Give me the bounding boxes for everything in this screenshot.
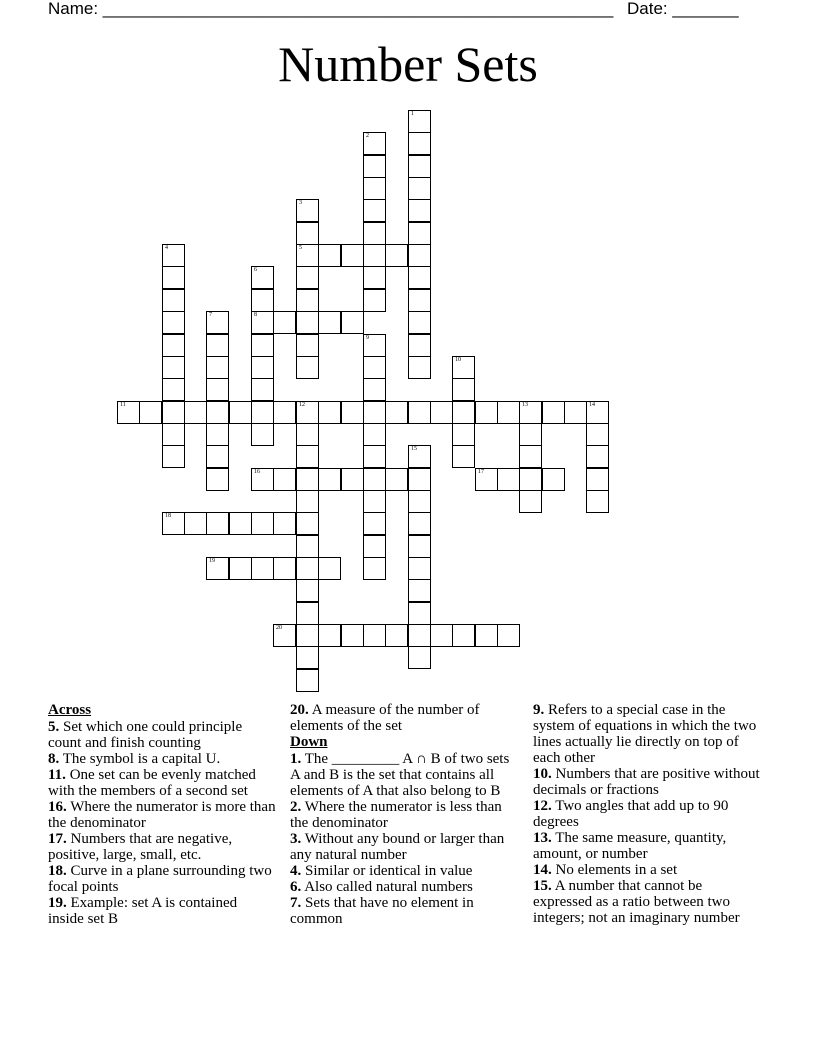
clue-number: 3	[299, 200, 302, 206]
crossword-cell[interactable]	[363, 423, 386, 446]
clue-number-label: 20.	[290, 702, 309, 718]
crossword-cell[interactable]	[206, 334, 229, 357]
clue-down-13	[533, 830, 765, 862]
down-heading: Down	[290, 734, 328, 750]
crossword-cell[interactable]	[296, 311, 319, 334]
crossword-cell[interactable]	[273, 624, 296, 647]
clue-down-12	[533, 798, 765, 830]
crossword-cell[interactable]	[117, 401, 140, 424]
clue-across-11	[48, 767, 276, 799]
crossword-cell[interactable]	[162, 266, 185, 289]
clue-number: 11	[120, 402, 126, 408]
clue-text: Sets that have no element in common	[290, 895, 474, 927]
crossword-cell[interactable]	[296, 646, 319, 669]
clue-number: 1	[411, 111, 414, 117]
clue-number: 16	[254, 469, 260, 475]
clue-number: 20	[276, 625, 282, 631]
crossword-cell[interactable]	[363, 266, 386, 289]
crossword-cell[interactable]	[251, 289, 274, 312]
crossword-cell[interactable]	[296, 557, 319, 580]
clue-text: The symbol is a capital U.	[62, 751, 221, 767]
crossword-cell[interactable]	[162, 512, 185, 535]
clue-text: A number that cannot be expressed as a ratio between two integers; not an imaginary number	[533, 878, 740, 926]
crossword-cell[interactable]	[475, 401, 498, 424]
crossword-cell[interactable]	[452, 445, 475, 468]
crossword-cell[interactable]	[251, 557, 274, 580]
crossword-cell[interactable]	[318, 401, 341, 424]
clue-number: 14	[589, 402, 595, 408]
crossword-cell[interactable]	[452, 356, 475, 379]
crossword-cell[interactable]	[408, 311, 431, 334]
crossword-cell[interactable]	[206, 401, 229, 424]
clue-number-label: 19.	[48, 895, 67, 911]
crossword-cell[interactable]	[363, 557, 386, 580]
crossword-cell[interactable]	[542, 401, 565, 424]
crossword-cell[interactable]	[341, 401, 364, 424]
crossword-cell[interactable]	[251, 334, 274, 357]
clue-number-label: 11.	[48, 767, 66, 783]
crossword-cell[interactable]	[296, 624, 319, 647]
clue-number-label: 13.	[533, 830, 552, 846]
crossword-cell[interactable]	[251, 423, 274, 446]
clue-number-label: 4.	[290, 863, 302, 879]
crossword-cell[interactable]	[408, 512, 431, 535]
clue-number: 10	[455, 357, 461, 363]
crossword-cell[interactable]	[318, 468, 341, 491]
clue-down-4	[290, 863, 522, 879]
crossword-cell[interactable]	[296, 490, 319, 513]
clue-number: 2	[366, 133, 369, 139]
clue-number: 5	[299, 245, 302, 251]
crossword-cell[interactable]	[296, 579, 319, 602]
crossword-cell[interactable]	[296, 222, 319, 245]
clue-down-10	[533, 766, 765, 798]
clue-number-label: 3.	[290, 831, 302, 847]
crossword-cell[interactable]	[408, 579, 431, 602]
crossword-cell[interactable]	[206, 378, 229, 401]
clue-down-3	[290, 831, 522, 863]
crossword-cell[interactable]	[408, 468, 431, 491]
clue-down-9	[533, 702, 765, 766]
clue-number: 17	[478, 469, 484, 475]
crossword-cell[interactable]	[296, 266, 319, 289]
crossword-cell[interactable]	[408, 602, 431, 625]
crossword-cell[interactable]	[341, 244, 364, 267]
clue-across-17	[48, 831, 276, 863]
crossword-cell[interactable]	[341, 468, 364, 491]
crossword-cell[interactable]	[296, 356, 319, 379]
crossword-cell[interactable]	[296, 512, 319, 535]
crossword-cell[interactable]	[251, 378, 274, 401]
crossword-cell[interactable]	[251, 512, 274, 535]
crossword-cell[interactable]	[408, 557, 431, 580]
crossword-cell[interactable]	[408, 244, 431, 267]
crossword-cell[interactable]	[206, 356, 229, 379]
crossword-cell[interactable]	[408, 624, 431, 647]
crossword-cell[interactable]	[452, 401, 475, 424]
clue-text: One set can be evenly matched with the members of a second set	[48, 767, 256, 799]
crossword-cell[interactable]	[385, 624, 408, 647]
crossword-cell[interactable]	[363, 155, 386, 178]
clue-text: Where the numerator is less than the denominator	[290, 799, 502, 831]
clue-column-1	[48, 702, 276, 927]
crossword-cell[interactable]	[363, 132, 386, 155]
crossword-cell[interactable]	[229, 401, 252, 424]
crossword-cell[interactable]	[206, 468, 229, 491]
clue-text: Two angles that add up to 90 degrees	[533, 798, 729, 830]
clue-down-6	[290, 879, 522, 895]
clue-number: 15	[411, 446, 417, 452]
crossword-cell[interactable]	[273, 557, 296, 580]
clue-text: No elements in a set	[555, 862, 678, 878]
crossword-cell[interactable]	[408, 401, 431, 424]
crossword-cell[interactable]	[408, 132, 431, 155]
crossword-cell[interactable]	[497, 401, 520, 424]
crossword-cell[interactable]	[318, 624, 341, 647]
clue-text: Numbers that are negative, positive, large, small, etc.	[48, 831, 233, 863]
date-field-label: Date: _______	[627, 0, 739, 18]
crossword-cell[interactable]	[408, 490, 431, 513]
crossword-cell[interactable]	[251, 468, 274, 491]
clue-text: The _________ A ∩ B of two sets A and B is the set that contains all elements of A that also belong to B	[290, 751, 510, 799]
crossword-cell[interactable]	[519, 401, 542, 424]
crossword-cell[interactable]	[586, 445, 609, 468]
clue-down-1	[290, 751, 522, 799]
crossword-cell[interactable]	[363, 177, 386, 200]
crossword-cell[interactable]	[251, 266, 274, 289]
crossword-cell[interactable]	[452, 423, 475, 446]
crossword-cell[interactable]	[430, 624, 453, 647]
crossword-cell[interactable]	[408, 535, 431, 558]
crossword-cell[interactable]	[408, 445, 431, 468]
crossword-cell[interactable]	[363, 378, 386, 401]
crossword-cell[interactable]	[341, 624, 364, 647]
clue-across-19	[48, 895, 276, 927]
crossword-cell[interactable]	[162, 445, 185, 468]
crossword-cell[interactable]	[318, 557, 341, 580]
crossword-cell[interactable]	[408, 334, 431, 357]
clue-number-label: 1.	[290, 751, 302, 767]
crossword-cell[interactable]	[296, 244, 319, 267]
crossword-cell[interactable]	[162, 423, 185, 446]
crossword-cell[interactable]	[296, 423, 319, 446]
crossword-cell[interactable]	[318, 244, 341, 267]
crossword-cell[interactable]	[229, 512, 252, 535]
crossword-cell[interactable]	[206, 557, 229, 580]
crossword-cell[interactable]	[363, 445, 386, 468]
crossword-cell[interactable]	[184, 512, 207, 535]
clue-down-14	[533, 862, 765, 878]
crossword-cell[interactable]	[363, 468, 386, 491]
crossword-cell[interactable]	[586, 490, 609, 513]
clue-number: 8	[254, 312, 257, 318]
crossword-cell[interactable]	[519, 423, 542, 446]
clue-text: Where the numerator is more than the denominator	[48, 799, 276, 831]
crossword-cell[interactable]	[363, 512, 386, 535]
crossword-cell[interactable]	[363, 535, 386, 558]
crossword-cell[interactable]	[363, 490, 386, 513]
clue-number: 13	[522, 402, 528, 408]
clue-across-18	[48, 863, 276, 895]
crossword-cell[interactable]	[363, 334, 386, 357]
crossword-cell[interactable]	[363, 356, 386, 379]
crossword-cell[interactable]	[586, 401, 609, 424]
crossword-cell[interactable]	[497, 468, 520, 491]
name-field-label: Name: ______________________________________________________	[48, 0, 614, 18]
crossword-cell[interactable]	[363, 624, 386, 647]
crossword-cell[interactable]	[519, 490, 542, 513]
crossword-cell[interactable]	[564, 401, 587, 424]
crossword-cell[interactable]	[296, 401, 319, 424]
crossword-cell[interactable]	[296, 468, 319, 491]
crossword-cell[interactable]	[408, 110, 431, 133]
page-title: Number Sets	[278, 36, 538, 92]
clue-number: 19	[209, 558, 215, 564]
crossword-cell[interactable]	[162, 334, 185, 357]
crossword-cell[interactable]	[408, 646, 431, 669]
crossword-cell[interactable]	[206, 311, 229, 334]
crossword-cell[interactable]	[206, 512, 229, 535]
crossword-cell[interactable]	[296, 199, 319, 222]
clue-number-label: 18.	[48, 863, 67, 879]
crossword-cell[interactable]	[273, 311, 296, 334]
crossword-cell[interactable]	[452, 624, 475, 647]
clue-down-15	[533, 878, 765, 926]
crossword-cell[interactable]	[296, 334, 319, 357]
clue-text: Refers to a special case in the system of equations in which the two lines actually lie directly on top of each other	[533, 702, 757, 766]
crossword-cell[interactable]	[363, 222, 386, 245]
clue-number: 9	[366, 335, 369, 341]
crossword-cell[interactable]	[519, 468, 542, 491]
crossword-cell[interactable]	[408, 266, 431, 289]
crossword-cell[interactable]	[139, 401, 162, 424]
crossword-cell[interactable]	[162, 311, 185, 334]
crossword-cell[interactable]	[206, 423, 229, 446]
clue-number-label: 14.	[533, 862, 552, 878]
crossword-cell[interactable]	[408, 356, 431, 379]
crossword-cell[interactable]	[251, 356, 274, 379]
clue-text: Example: set A is contained inside set B	[48, 895, 238, 927]
clue-number: 6	[254, 267, 257, 273]
crossword-cell[interactable]	[318, 311, 341, 334]
crossword-cell[interactable]	[296, 535, 319, 558]
clue-across-20	[290, 702, 522, 734]
clue-text: Without any bound or larger than any natural number	[290, 831, 505, 863]
crossword-cell[interactable]	[273, 468, 296, 491]
crossword-cell[interactable]	[363, 199, 386, 222]
crossword-cell[interactable]	[475, 624, 498, 647]
clue-down-7	[290, 895, 522, 927]
clue-number-label: 9.	[533, 702, 545, 718]
crossword-cell[interactable]	[162, 244, 185, 267]
clue-text: Numbers that are positive without decimals or fractions	[533, 766, 760, 798]
crossword-cell[interactable]	[251, 401, 274, 424]
clue-number: 18	[165, 513, 171, 519]
crossword-cell[interactable]	[296, 445, 319, 468]
crossword-cell[interactable]	[385, 244, 408, 267]
crossword-cell[interactable]	[162, 356, 185, 379]
crossword-cell[interactable]	[363, 401, 386, 424]
clue-number-label: 17.	[48, 831, 67, 847]
crossword-cell[interactable]	[430, 401, 453, 424]
crossword-cell[interactable]	[296, 289, 319, 312]
crossword-cell[interactable]	[251, 311, 274, 334]
clue-across-5	[48, 719, 276, 751]
crossword-cell[interactable]	[408, 155, 431, 178]
crossword-cell[interactable]	[408, 222, 431, 245]
crossword-cell[interactable]	[229, 557, 252, 580]
crossword-cell[interactable]	[475, 468, 498, 491]
crossword-cell[interactable]	[341, 311, 364, 334]
clue-across-16	[48, 799, 276, 831]
crossword-cell[interactable]	[408, 199, 431, 222]
clue-number-label: 12.	[533, 798, 552, 814]
clue-text: The same measure, quantity, amount, or number	[533, 830, 727, 862]
crossword-cell[interactable]	[408, 177, 431, 200]
clue-text: Similar or identical in value	[305, 863, 473, 879]
clue-number: 4	[165, 245, 168, 251]
clue-number-label: 7.	[290, 895, 302, 911]
crossword-cell[interactable]	[542, 468, 565, 491]
crossword-cell[interactable]	[497, 624, 520, 647]
clue-number-label: 8.	[48, 751, 60, 767]
crossword-cell[interactable]	[452, 378, 475, 401]
crossword-cell[interactable]	[408, 289, 431, 312]
crossword-cell[interactable]	[586, 423, 609, 446]
clue-text: Curve in a plane surrounding two focal points	[48, 863, 272, 895]
clue-down-2	[290, 799, 522, 831]
crossword-cell[interactable]	[296, 602, 319, 625]
crossword-cell[interactable]	[385, 468, 408, 491]
crossword-cell[interactable]	[363, 244, 386, 267]
clue-column-2	[290, 702, 522, 927]
clue-text: Set which one could principle count and finish counting	[48, 719, 243, 751]
crossword-cell[interactable]	[586, 468, 609, 491]
crossword-cell[interactable]	[519, 445, 542, 468]
clue-number-label: 10.	[533, 766, 552, 782]
clue-number-label: 15.	[533, 878, 552, 894]
crossword-cell[interactable]	[273, 512, 296, 535]
crossword-cell[interactable]	[162, 378, 185, 401]
crossword-cell[interactable]	[162, 289, 185, 312]
clue-column-3	[533, 702, 765, 926]
crossword-cell[interactable]	[273, 401, 296, 424]
clue-number: 12	[299, 402, 305, 408]
clue-number-label: 5.	[48, 719, 60, 735]
crossword-cell[interactable]	[162, 401, 185, 424]
crossword-cell[interactable]	[206, 445, 229, 468]
clue-number-label: 6.	[290, 879, 302, 895]
clue-across-8	[48, 751, 276, 767]
clue-number-label: 2.	[290, 799, 302, 815]
clue-text: Also called natural numbers	[304, 879, 473, 895]
crossword-cell[interactable]	[184, 401, 207, 424]
clue-number: 7	[209, 312, 212, 318]
crossword-cell[interactable]	[296, 669, 319, 692]
across-heading: Across	[48, 702, 92, 718]
crossword-cell[interactable]	[385, 401, 408, 424]
clue-number-label: 16.	[48, 799, 67, 815]
clue-text: A measure of the number of elements of the set	[290, 702, 480, 734]
crossword-cell[interactable]	[363, 289, 386, 312]
